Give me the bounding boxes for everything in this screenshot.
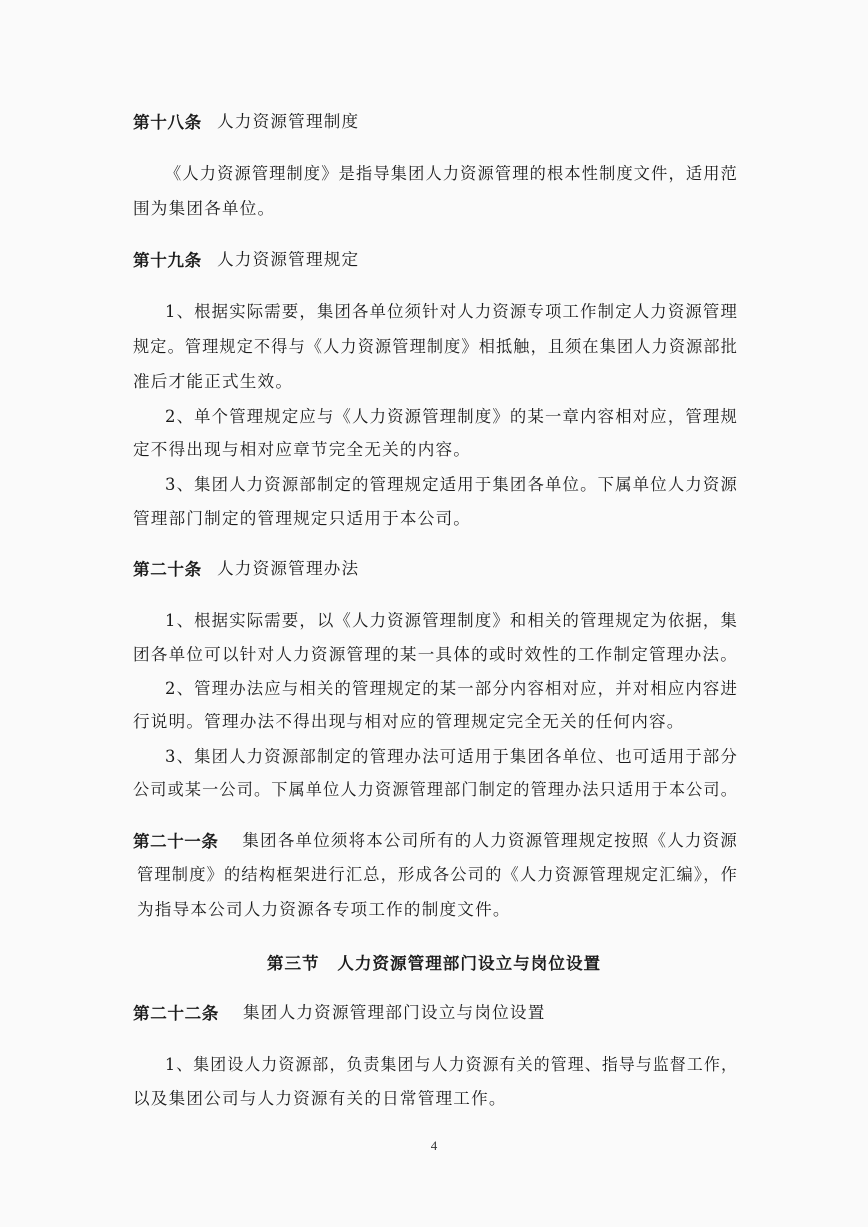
- item-line: 规定。管理规定不得与《人力资源管理制度》相抵触，且须在集团人力资源部批: [133, 337, 738, 356]
- paragraph-line: 《人力资源管理制度》是指导集团人力资源管理的根本性制度文件，适用范: [165, 164, 738, 183]
- article-number: 第二十条: [133, 559, 202, 579]
- item-line: 定不得出现与相对应章节完全无关的内容。: [133, 440, 472, 459]
- article-number: 第二十一条: [133, 831, 219, 851]
- item-line: 公司或某一公司。下属单位人力资源管理部门制定的管理办法只适用于本公司。: [133, 780, 738, 799]
- article-21-heading: [133, 829, 868, 854]
- article-20-heading: [133, 557, 868, 582]
- paragraph-line: 管理制度》的结构框架进行汇总，形成各公司的《人力资源管理规定汇编》，作: [137, 865, 738, 884]
- article-number: 第十九条: [133, 250, 202, 270]
- section-heading: 第三节 人力资源管理部门设立与岗位设置: [266, 953, 602, 973]
- article-18-heading: [133, 110, 868, 135]
- item-line: 1、根据实际需要，以《人力资源管理制度》和相关的管理规定为依据，集: [165, 611, 738, 630]
- paragraph-line: 为指导本公司人力资源各专项工作的制度文件。: [137, 900, 511, 919]
- item-line: 3、集团人力资源部制定的管理规定适用于集团各单位。下属单位人力资源: [165, 475, 738, 494]
- item-line: 1、根据实际需要，集团各单位须针对人力资源专项工作制定人力资源管理: [165, 302, 738, 321]
- article-title: 人力资源管理制度: [217, 112, 360, 131]
- article-22-heading: [133, 1001, 868, 1026]
- item-line: 以及集团公司与人力资源有关的日常管理工作。: [133, 1089, 507, 1108]
- article-title: 集团人力资源管理部门设立与岗位设置: [243, 1003, 546, 1022]
- article-title: 人力资源管理办法: [217, 559, 360, 578]
- item-line: 团各单位可以针对人力资源管理的某一具体的或时效性的工作制定管理办法。: [133, 645, 738, 664]
- article-number: 第十八条: [133, 112, 202, 132]
- article-title: 集团各单位须将本公司所有的人力资源管理规定按照《人力资源: [242, 831, 738, 850]
- item-line: 行说明。管理办法不得出现与相对应的管理规定完全无关的任何内容。: [133, 712, 685, 731]
- article-number: 第二十二条: [133, 1003, 219, 1023]
- item-line: 3、集团人力资源部制定的管理办法可适用于集团各单位、也可适用于部分: [165, 747, 738, 766]
- page-number: 4: [430, 1138, 438, 1153]
- item-line: 管理部门制定的管理规定只适用于本公司。: [133, 509, 472, 528]
- item-line: 2、管理办法应与相关的管理规定的某一部分内容相对应，并对相应内容进: [165, 679, 738, 698]
- article-19-heading: [133, 248, 868, 273]
- paragraph-line: 围为集团各单位。: [133, 199, 276, 218]
- item-line: 2、单个管理规定应与《人力资源管理制度》的某一章内容相对应，管理规: [165, 407, 738, 426]
- item-line: 准后才能正式生效。: [133, 372, 294, 391]
- article-title: 人力资源管理规定: [217, 250, 360, 269]
- item-line: 1、集团设人力资源部，负责集团与人力资源有关的管理、指导与监督工作，: [165, 1055, 738, 1074]
